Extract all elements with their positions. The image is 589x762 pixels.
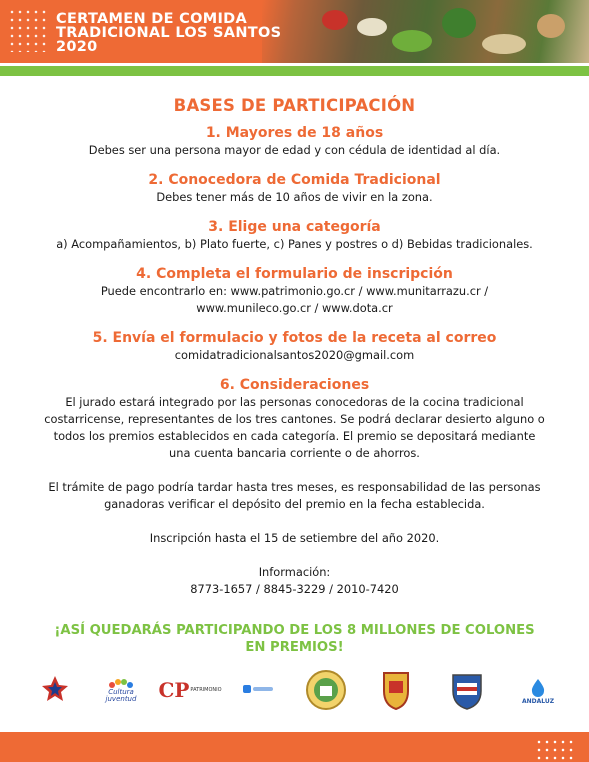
andaluz-logo [518,672,558,710]
sinabi-logo [240,680,276,698]
municipality-crest-logo-1 [304,668,348,712]
water-drop-icon [530,678,546,698]
page-heading: BASES DE PARTICIPACIÓN [173,96,416,115]
cutting-board-image [482,34,526,54]
lettuce-image [392,30,432,52]
rule-text: a) Acompañamientos, b) Plato fuerte, c) Panes y postres o d) Bebidas tradicionales. [56,237,533,251]
crest-icon [305,669,347,711]
green-divider-bar [0,66,589,76]
patrimonio-logo [158,672,222,708]
rule-title: 3. Elige una categoría [208,219,381,235]
coat-of-arms-icon [445,669,489,711]
rule-section [0,376,589,462]
contact-email: comidatradicionalsantos2020@gmail.com [174,348,415,362]
rule-section [0,124,589,159]
rule-section [0,329,589,364]
rule-title: 5. Envía el formulacio y fotos de la receta al correo [92,330,497,346]
sinabi-icon [242,682,274,696]
cultura-juventud-logo [98,674,144,706]
rule-text: Debes ser una persona mayor de edad y con cédula de identidad al día. [88,143,501,157]
payment-note-line: El trámite de pago podría tardar hasta tres meses, es responsabilidad de las personas [48,480,541,494]
cultura-label: Cultura [108,688,134,696]
municipality-crest-logo-3 [444,668,490,712]
closing-message [0,622,589,656]
ministry-culture-logo [38,672,72,706]
footer-bar [0,732,589,762]
deadline-text: Inscripción hasta el 15 de setiembre del año 2020. [149,531,440,545]
hand-image [537,14,565,38]
info-phones: 8773-1657 / 8845-3229 / 2010-7420 [190,582,399,596]
payment-note [0,479,589,513]
rule-section [0,265,589,317]
closing-line2: EN PREMIOS! [245,640,344,655]
rule-text: Puede encontrarlo en: www.patrimonio.go.cr / www.munitarrazu.cr / [100,284,489,298]
rule-text: una cuenta bancaria corriente o de ahorros. [169,446,420,460]
herbs-image [442,8,476,38]
event-title-line2: TRADICIONAL LOS SANTOS [56,25,282,41]
rule-title: 4. Completa el formulario de inscripción [136,266,453,282]
shield-icon [380,669,412,711]
patrimonio-label: PATRIMONIO [190,686,222,693]
rule-text: Debes tener más de 10 años de vivir en la zona. [156,190,433,204]
rule-title: 1. Mayores de 18 años [205,125,384,141]
rule-text: www.munileco.go.cr / www.dota.cr [196,301,393,315]
sponsor-logos-row [0,668,589,714]
patrimonio-letters: CP [158,678,190,702]
rule-text: todos los premios establecidos en cada categoría. El premio se depositará mediante [53,429,536,443]
star-emblem-icon [40,674,70,704]
rule-title: 6. Consideraciones [219,377,370,393]
andaluz-label: ANDALUZ [521,697,555,705]
municipality-crest-logo-2 [378,668,414,712]
header-banner [0,0,589,63]
rule-text: costarricense, representantes de los tres cantones. Se podrá declarar desierto alguno o [44,412,545,426]
rule-text: El jurado estará integrado por las personas conocedoras de la cocina tradicional [65,395,524,409]
info-block [0,564,589,598]
event-title [56,12,281,54]
rules-content [0,124,589,610]
event-title-line1: CERTAMEN DE COMIDA [56,11,248,27]
rule-section [0,218,589,253]
tomato-image [322,10,348,30]
onion-image [357,18,387,36]
event-title-line3: 2020 [56,39,98,55]
payment-note-line: ganadoras verificar el depósito del premio en la fecha establecida. [104,497,485,511]
info-label: Información: [258,565,331,579]
rule-title: 2. Conocedora de Comida Tradicional [148,172,441,188]
closing-line1: ¡ASÍ QUEDARÁS PARTICIPANDO DE LOS 8 MILLONES DE COLONES [54,623,535,638]
rule-section [0,171,589,206]
juventud-label: juventud [105,695,137,703]
deadline-block [0,530,589,547]
header-food-photo [262,0,589,63]
dot-pattern-decoration [8,8,48,52]
dot-pattern-decoration [535,738,575,760]
